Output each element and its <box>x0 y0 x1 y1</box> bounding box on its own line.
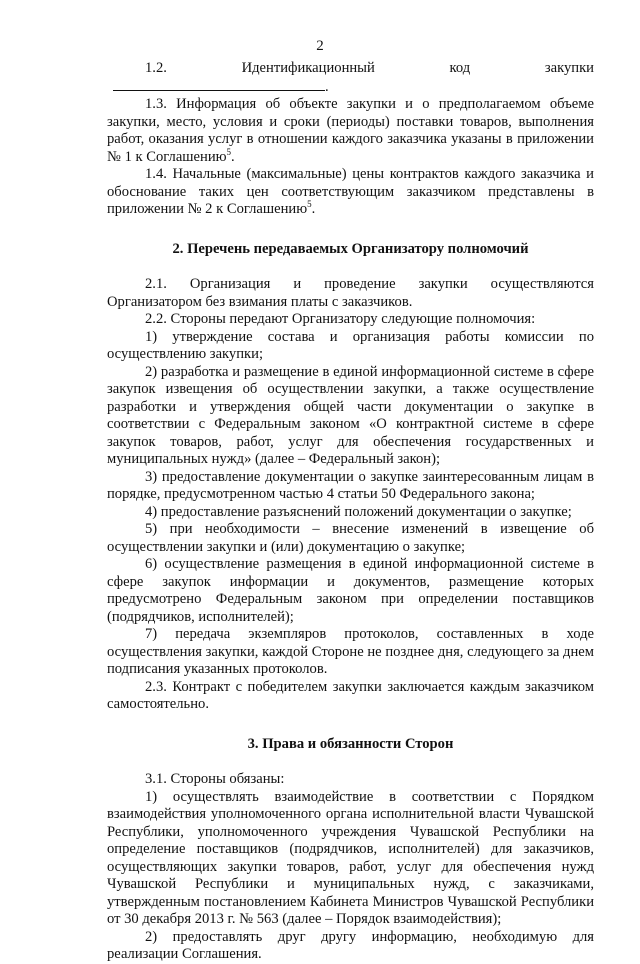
clause-1-3 <box>107 96 594 166</box>
code-blank-line <box>113 78 325 91</box>
power-item-3: 3) предоставление документации о закупке заинтересованным лицам в порядке, предусмотренном частью 4 статьи 50 Федерального закона; <box>107 468 594 502</box>
spacer <box>107 219 594 241</box>
clause-1-4 <box>107 166 594 219</box>
document-body <box>107 60 594 964</box>
clause-1-4-text: 1.4. Начальные (максимальные) цены контрактов каждого заказчика и обоснование таких цен соответствующим заказчиком представлены в приложении № 2 к Соглашению <box>107 166 594 217</box>
clause-1-2 <box>107 60 594 96</box>
footnote-ref: 5 <box>226 146 232 157</box>
obligation-item-2: 2) предоставлять друг другу информацию, необходимую для реализации Соглашения. <box>107 928 594 962</box>
power-item-7: 7) передача экземпляров протоколов, составленных в ходе осуществления закупки, каждой Стороне не позднее дня, следующего за днем подписания указанных протоколов. <box>107 626 594 677</box>
power-item-5: 5) при необходимости – внесение изменений в извещение об осуществлении закупки и (или) документацию о закупке; <box>107 521 594 555</box>
section-3-heading: 3. Права и обязанности Сторон <box>247 735 454 752</box>
clause-1-2-tail: . <box>325 78 329 95</box>
spacer <box>107 258 594 276</box>
clause-1-2-text: 1.2. Идентификационный код закупки <box>145 60 594 76</box>
clause-1-4-end: . <box>311 201 316 217</box>
power-item-2: 2) разработка и размещение в единой информационной системе в сфере закупок извещения об осуществлении закупки, а также осуществление разработки и утверждения общей части документации о закупке в соответствии с Федеральным законом «О контрактной системе в сфере закупок товаров, работ, услуг для обеспечения государственных и муниципальных нужд» (далее – Федеральный закон); <box>107 363 594 467</box>
page-number: 2 <box>316 38 324 54</box>
clause-2-2: 2.2. Стороны передают Организатору следующие полномочия: <box>145 311 536 327</box>
spacer <box>107 753 594 771</box>
obligation-item-1: 1) осуществлять взаимодействие в соответствии с Порядком взаимодействия уполномоченного органа исполнительной власти Чувашской Республики, уполномоченного учреждения Чувашской Республики на определение поставщиков (подрядчиков, исполнителей) для заказчиков, осуществляющих закупки товаров, работ, услуг для обеспечения нужд Чувашской Республики и муниципальных нужд, с заказчиками, утвержденным постановлением Кабинета Министров Чувашской Республики от 30 декабря 2013 г. № 563 (далее – Порядок взаимодействия); <box>107 788 594 927</box>
clause-1-3-text: 1.3. Информация об объекте закупки и о предполагаемом объеме закупки, место, условия и сроки (периоды) поставки товаров, выполнения работ, оказания услуг в отношении каждого заказчика указаны в приложении № 1 к Соглашению <box>107 96 594 165</box>
clause-3-1: 3.1. Стороны обязаны: <box>145 771 285 787</box>
footnote-ref: 5 <box>307 199 312 210</box>
power-item-4: 4) предоставление разъяснений положений документации о закупке; <box>145 503 572 520</box>
power-item-6: 6) осуществление размещения в единой информационной системе в сфере закупок информации и документов, размещение которых предусмотрено Федеральным законом при определении поставщиков (подрядчиков, исполнителей); <box>107 556 594 625</box>
clause-2-3: 2.3. Контракт с победителем закупки заключается каждым заказчиком самостоятельно. <box>107 678 594 712</box>
section-2-heading: 2. Перечень передаваемых Организатору полномочий <box>172 240 529 257</box>
spacer <box>107 714 594 736</box>
clause-2-1: 2.1. Организация и проведение закупки осуществляются Организатором без взимания платы с заказчиков. <box>107 276 594 310</box>
clause-1-3-end: . <box>231 148 235 165</box>
power-item-1: 1) утверждение состава и организация работы комиссии по осуществлению закупки; <box>107 328 594 362</box>
